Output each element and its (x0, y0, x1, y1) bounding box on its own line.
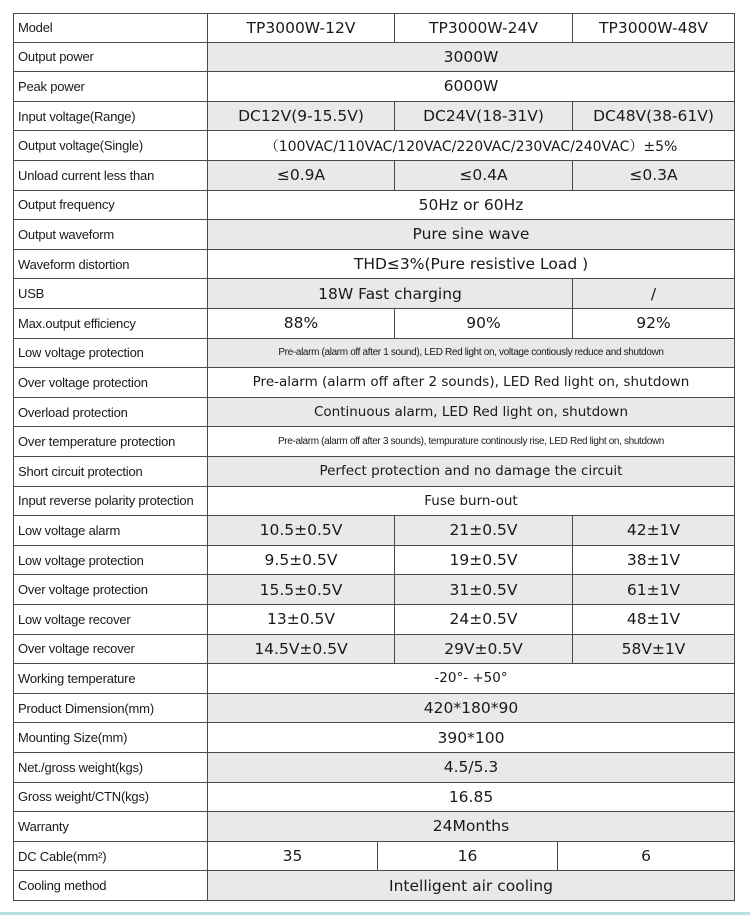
row-value: （100VAC/110VAC/120VAC/220VAC/230VAC/240VAC）±5% (208, 131, 735, 161)
table-row (13, 753, 735, 783)
row-label: Max.output efficiency (13, 309, 208, 339)
row-value: Pre-alarm (alarm off after 3 sounds), tempurature continously rise, LED Red light on, shutdown (208, 427, 735, 457)
row-value: 16 (378, 842, 558, 872)
row-label: Net./gross weight(kgs) (13, 753, 208, 783)
table-row (13, 131, 735, 161)
row-value: 42±1V (573, 516, 735, 546)
row-value: 9.5±0.5V (208, 546, 395, 576)
table-row (13, 220, 735, 250)
row-label: Overload protection (13, 398, 208, 428)
row-value: TP3000W-24V (395, 13, 573, 43)
row-label: Mounting Size(mm) (13, 723, 208, 753)
table-row (13, 368, 735, 398)
table-row (13, 812, 735, 842)
row-label: Output voltage(Single) (13, 131, 208, 161)
row-value: Pure sine wave (208, 220, 735, 250)
row-value: 48±1V (573, 605, 735, 635)
row-label: Over voltage protection (13, 368, 208, 398)
row-value: Pre-alarm (alarm off after 2 sounds), LED Red light on, shutdown (208, 368, 735, 398)
table-row (13, 161, 735, 191)
table-row (13, 13, 735, 43)
row-value: ≤0.9A (208, 161, 395, 191)
row-label: Gross weight/CTN(kgs) (13, 783, 208, 813)
row-value: THD≤3%(Pure resistive Load ) (208, 250, 735, 280)
row-value: 50Hz or 60Hz (208, 191, 735, 221)
row-label: Short circuit protection (13, 457, 208, 487)
row-value: 4.5/5.3 (208, 753, 735, 783)
row-value: DC48V(38-61V) (573, 102, 735, 132)
row-value: DC12V(9-15.5V) (208, 102, 395, 132)
table-row (13, 102, 735, 132)
row-value: 35 (208, 842, 378, 872)
row-label: Waveform distortion (13, 250, 208, 280)
row-value: DC24V(18-31V) (395, 102, 573, 132)
table-row (13, 43, 735, 73)
row-value: 21±0.5V (395, 516, 573, 546)
table-row (13, 871, 735, 901)
row-label: Model (13, 13, 208, 43)
row-value: Fuse burn-out (208, 487, 735, 517)
row-label: Low voltage protection (13, 339, 208, 369)
row-label: Warranty (13, 812, 208, 842)
row-value: 58V±1V (573, 635, 735, 665)
row-value: 3000W (208, 43, 735, 73)
row-value: -20°- +50° (208, 664, 735, 694)
row-value: ≤0.4A (395, 161, 573, 191)
row-value: 6000W (208, 72, 735, 102)
row-value: TP3000W-12V (208, 13, 395, 43)
table-row (13, 487, 735, 517)
table-row (13, 635, 735, 665)
row-value: Pre-alarm (alarm off after 1 sound), LED Red light on, voltage contiously reduce and shutdown (208, 339, 735, 369)
row-value: 38±1V (573, 546, 735, 576)
row-label: Input reverse polarity protection (13, 487, 208, 517)
table-row (13, 546, 735, 576)
row-value: 6 (558, 842, 735, 872)
row-label: Output frequency (13, 191, 208, 221)
row-value: 13±0.5V (208, 605, 395, 635)
row-value: 10.5±0.5V (208, 516, 395, 546)
row-value: / (573, 279, 735, 309)
row-label: Peak power (13, 72, 208, 102)
row-value: ≤0.3A (573, 161, 735, 191)
row-label: Over voltage recover (13, 635, 208, 665)
table-row (13, 339, 735, 369)
row-value: 90% (395, 309, 573, 339)
row-label: Cooling method (13, 871, 208, 901)
row-label: DC Cable(mm²) (13, 842, 208, 872)
table-row (13, 516, 735, 546)
row-label: Product Dimension(mm) (13, 694, 208, 724)
row-value: 61±1V (573, 575, 735, 605)
row-label: USB (13, 279, 208, 309)
table-row (13, 279, 735, 309)
row-value: Continuous alarm, LED Red light on, shutdown (208, 398, 735, 428)
table-row (13, 575, 735, 605)
table-row (13, 250, 735, 280)
row-value: TP3000W-48V (573, 13, 735, 43)
row-value: 15.5±0.5V (208, 575, 395, 605)
table-row (13, 191, 735, 221)
bottom-divider (0, 912, 750, 915)
row-value: 14.5V±0.5V (208, 635, 395, 665)
row-value: 92% (573, 309, 735, 339)
table-row (13, 605, 735, 635)
table-row (13, 457, 735, 487)
row-value: 420*180*90 (208, 694, 735, 724)
table-row (13, 723, 735, 753)
row-label: Over temperature protection (13, 427, 208, 457)
row-label: Input voltage(Range) (13, 102, 208, 132)
row-value: 24±0.5V (395, 605, 573, 635)
row-label: Output waveform (13, 220, 208, 250)
row-value: 390*100 (208, 723, 735, 753)
row-value: 19±0.5V (395, 546, 573, 576)
row-value: 31±0.5V (395, 575, 573, 605)
table-row (13, 783, 735, 813)
table-row (13, 694, 735, 724)
row-value: 88% (208, 309, 395, 339)
row-label: Low voltage protection (13, 546, 208, 576)
table-row (13, 664, 735, 694)
row-label: Over voltage protection (13, 575, 208, 605)
row-label: Output power (13, 43, 208, 73)
row-value: 29V±0.5V (395, 635, 573, 665)
row-value: 18W Fast charging (208, 279, 573, 309)
row-label: Unload current less than (13, 161, 208, 191)
table-row (13, 72, 735, 102)
table-row (13, 309, 735, 339)
table-row (13, 842, 735, 872)
row-label: Low voltage alarm (13, 516, 208, 546)
row-value: Intelligent air cooling (208, 871, 735, 901)
row-label: Low voltage recover (13, 605, 208, 635)
row-value: Perfect protection and no damage the circuit (208, 457, 735, 487)
table-row (13, 427, 735, 457)
row-value: 24Months (208, 812, 735, 842)
table-row (13, 398, 735, 428)
spec-table (13, 13, 735, 901)
row-label: Working temperature (13, 664, 208, 694)
row-value: 16.85 (208, 783, 735, 813)
